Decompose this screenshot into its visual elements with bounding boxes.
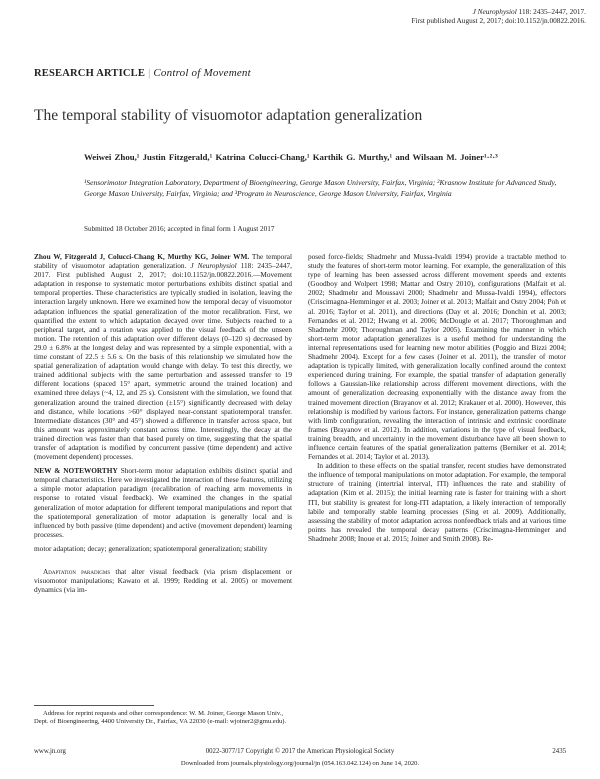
keywords: motor adaptation; decay; generalization; spatiotemporal generalization; stability <box>34 543 268 553</box>
abstract-citation-authors: Zhou W, Fitzgerald J, Colucci-Chang K, Murthy KG, Joiner WM. <box>34 252 250 261</box>
affiliations: ¹Sensorimotor Integration Laboratory, Department of Bioengineering, George Mason University, Fairfax, Virginia; ²Krasnow Institute for Advanced Study, George Mason University, Fairfax, Virginia; and ³Program in Neuroscience, George Mason University, Fairfax, Virginia <box>84 178 557 198</box>
section-heading <box>34 67 251 79</box>
article-category: Control of Movement <box>153 67 251 79</box>
running-header <box>412 7 586 25</box>
abstract-body: 118: 2435–2447, 2017. First published August 2, 2017; doi:10.1152/jn.00822.2016.—Movement adaptation in response to systematic motor perturbations exhibits distinct spatial and temporal properties. These characteristics are typically studied in isolation, leaving the interaction largely unknown. Here we examined how the temporal decay of visuomotor adaptation influences the spatial generalization of the motor recalibration. First, we quantified the extent to which adaptation decayed over time. Subjects reached to a peripheral target, and a rotation was applied to the visual feedback of the unseen motion. The retention of this adaptation over different delays (0–120 s) decreased by 29.0 ± 6.8% at the longest delay and was represented by a simple exponential, with a time constant of 22.5 ± 5.6 s. On the basis of this relationship we simulated how the spatial generalization of adaptation would change with delay. To test this directly, we trained additional subjects with the same perturbation and assessed transfer to 19 different locations (spaced 15° apart, symmetric around the trained location) and examined three delays (~4, 12, and 25 s). Consistent with the simulation, we found that generalization around the trained direction (±15°) significantly decreased with delay and distance, while locations >60° displayed near-constant spatiotemporal transfer. Intermediate distances (30° and 45°) showed a difference in transfer across space, but this amount was approximately constant across time. Interestingly, the decay at the trained direction was faster than that based purely on time, suggesting that the spatial transfer of adaptation is modified by concurrent passive (time dependent) and active (movement dependent) processes. <box>34 261 293 462</box>
page-number: 2435 <box>552 748 566 755</box>
footnote-divider <box>34 705 154 706</box>
abstract <box>34 252 292 461</box>
noteworthy-text: Short-term motor adaptation exhibits distinct spatial and temporal characteristics. Here we investigated the interaction of these features, utilizing a simple motor adaptation paradigm (recalibration of reaching arm movements in response to rotated visual feedback). We examined the changes in the spatial generalization of motor adaptation for different temporal manipulations and report that the spatiotemporal generalization of motor adaptation is generally local and is influenced by both passive (time dependent) and active (movement dependent) learning processes. <box>34 466 292 539</box>
noteworthy-label: NEW & NOTEWORTHY <box>34 466 118 476</box>
copyright-line: 0022-3077/17 Copyright © 2017 the American Physiological Society <box>205 748 395 755</box>
intro-lead: Adaptation paradigms <box>43 567 111 576</box>
body-paragraph-2: In addition to these effects on the spatial transfer, recent studies have demonstrated the influence of temporal manipulations on motor adaptation. For example, the temporal structure of training (intertrial interval, ITI) influences the rate and stability of adaptation (Kim et al. 2015); the initial learning rate is faster for training with a short ITI, but stability is greatest for long-ITI adaptation, a likely interaction of temporally labile and temporally stable learning processes (Sing et al. 2009). Additionally, assessing the stability of motor adaptation across nonfeedback trials and at various time points has revealed the temporal decay patterns (Criscimagna-Hemminger and Shadmehr 2008; Inoue et al. 2015; Joiner and Smith 2008). Re- <box>308 461 566 543</box>
intro-text: that alter visual feedback (via prism displacement or visuomotor manipulations; Kawato et al. 1999; Redding et al. 2005) or movement dynamics (via im- <box>34 567 292 595</box>
new-and-noteworthy <box>34 466 292 539</box>
download-notice: Downloaded from journals.physiology.org/journal/jn (054.163.042.124) on June 14, 2020. <box>180 760 420 767</box>
body-paragraph-1: posed force-fields; Shadmehr and Mussa-Ivaldi 1994) provide a tractable method to study the features of short-term motor learning. For example, the generalization of this type of learning has been assessed across different movement speeds and extents (Goodboy and Wolpert 1998; Mattar and Ostry 2010), configurations (Malfait et al. 2002; Shadmehr and Moussavi 2000; Shadmehr and Mussa-Ivaldi 1994), effectors (Criscimagna-Hemminger et al. 2003; Joiner et al. 2013; Malfait and Ostry 2004; Poh et al. 2016; Taylor et al. 2011), and directions (Day et al. 2016; Donchin et al. 2003; Fernandes et al. 2012; Hwang et al. 2006; McDougle et al. 2017; Thoroughman and Shadmehr 2000; Thoroughman and Taylor 2005). Examining the manner in which short-term motor adaptation generalizes is a useful method for understanding the internal representations used for learning new motor abilities (Poggio and Bizzi 2004; Shadmehr 2004). Except for a few cases (Joiner et al. 2011), the transfer of motor adaptation is typically limited, with generalization locally confined around the context experienced during training. For example, the spatial transfer of adaptation generally follows a Gaussian-like relationship across different movement directions, with the amount of generalization decreasing exponentially with the distance away from the trained movement direction (Brayanov et al. 2012; Krakauer et al. 2000). However, this relationship is modified by various factors. For instance, generalization patterns change with limb configuration, revealing the interaction of intrinsic and extrinsic coordinate frames (Brayanov et al. 2012). In addition, variations in the type of visual feedback, training breadth, and uncertainty in the movement disturbance have all been shown to influence certain features of the spatial generalization patterns (Berniker et al. 2014; Fernandes et al. 2014; Taylor et al. 2013). <box>308 252 566 462</box>
abstract-citation-journal: J Neurophysiol <box>190 261 237 271</box>
header-volume: 118: 2435–2447, 2017. <box>518 7 586 16</box>
header-doi-line: First published August 2, 2017; doi:10.1152/jn.00822.2016. <box>411 16 586 25</box>
correspondence-text: Address for reprint requests and other correspondence: W. M. Joiner, George Mason Univ., Dept. of Bioengineering, 4400 University Dr., Fairfax, VA 22030 (e-mail: wjoiner2@gmu.edu). <box>34 710 287 726</box>
article-type: RESEARCH ARTICLE <box>34 68 146 79</box>
intro-paragraph <box>34 567 292 594</box>
right-column <box>308 252 566 543</box>
header-journal: J Neurophysiol <box>472 7 517 16</box>
submission-dates: Submitted 18 October 2016; accepted in final form 1 August 2017 <box>84 225 275 233</box>
section-divider: | <box>148 68 151 79</box>
abstract-citation-title: The temporal stability of visuomotor adaptation generalization. <box>34 252 293 271</box>
author-list: Weiwei Zhou,¹ Justin Fitzgerald,¹ Katrina Colucci-Chang,¹ Karthik G. Murthy,¹ and Wilsaan M. Joiner¹·²·³ <box>84 152 498 162</box>
header-citation <box>412 7 586 16</box>
correspondence-footnote <box>34 710 292 727</box>
left-column <box>34 252 292 594</box>
article-title: The temporal stability of visuomotor adaptation generalization <box>34 107 423 124</box>
journal-url: www.jn.org <box>34 748 66 755</box>
